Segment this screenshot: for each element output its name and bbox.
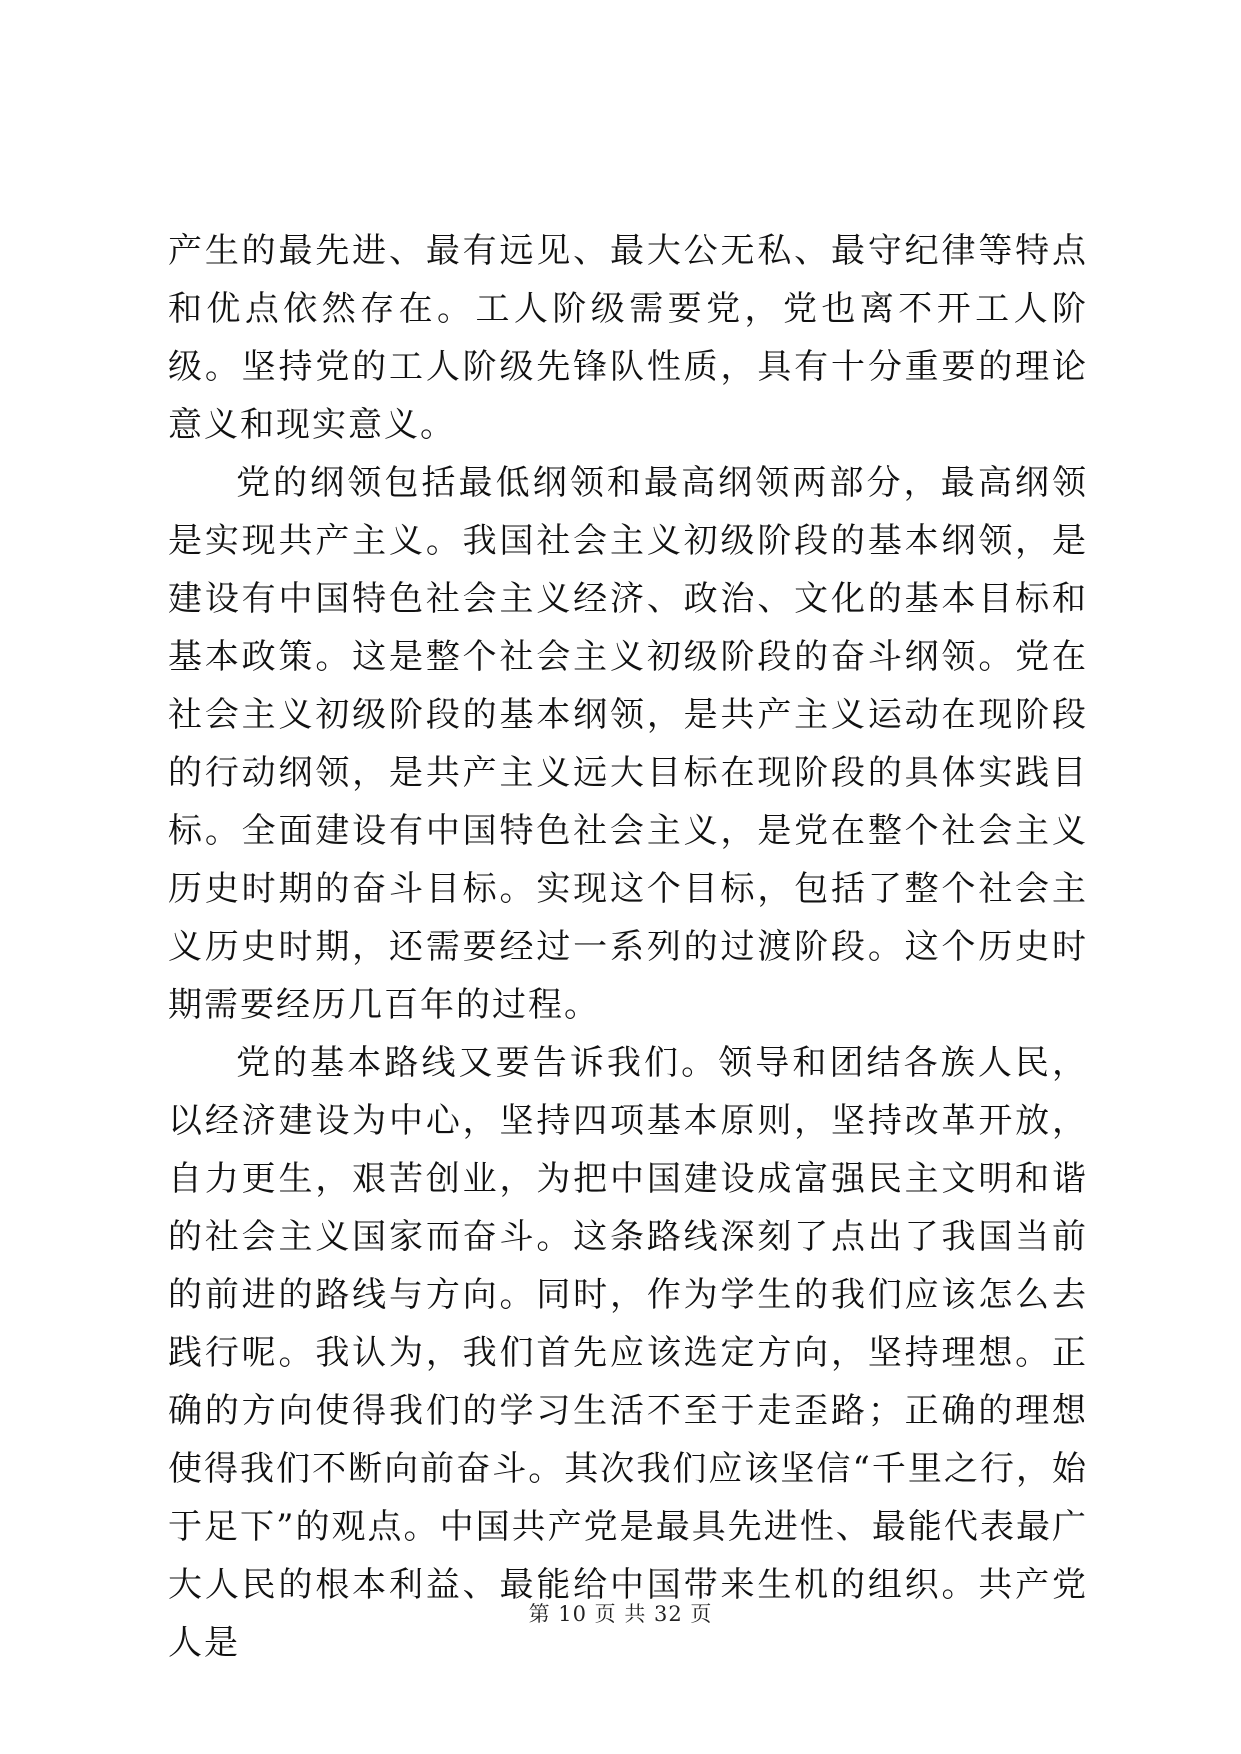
paragraph-3: 党的基本路线又要告诉我们。领导和团结各族人民，以经济建设为中心，坚持四项基本原则，坚持改革开放，自力更生，艰苦创业，为把中国建设成富强民主文明和谐的社会主义国家而奋斗。这条路线深刻了点出了我国当前的前进的路线与方向。同时，作为学生的我们应该怎么去践行呢。我认为，我们首先应该选定方向，坚持理想。正确的方向使得我们的学习生活不至于走歪路；正确的理想使得我们不断向前奋斗。其次我们应该坚信“千里之行，始于足下”的观点。中国共产党是最具先进性、最能代表最广大人民的根本利益、最能给中国带来生机的组织。共产党人是 bbox=[168, 1043, 1088, 1663]
paragraph-2: 党的纲领包括最低纲领和最高纲领两部分，最高纲领是实现共产主义。我国社会主义初级阶段的基本纲领，是建设有中国特色社会主义经济、政治、文化的基本目标和基本政策。这是整个社会主义初级阶段的奋斗纲领。党在社会主义初级阶段的基本纲领，是共产主义运动在现阶段的行动纲领，是共产主义远大目标在现阶段的具体实践目标。全面建设有中国特色社会主义，是党在整个社会主义历史时期的奋斗目标。实现这个目标，包括了整个社会主义历史时期，还需要经过一系列的过渡阶段。这个历史时期需要经历几百年的过程。 bbox=[168, 463, 1088, 1025]
page-number-footer: 第 10 页 共 32 页 bbox=[528, 1602, 713, 1626]
paragraph-1: 产生的最先进、最有远见、最大公无私、最守纪律等特点和优点依然存在。工人阶级需要党，党也离不开工人阶级。坚持党的工人阶级先锋队性质，具有十分重要的理论意义和现实意义。 bbox=[168, 231, 1088, 445]
document-body bbox=[168, 222, 1088, 1672]
